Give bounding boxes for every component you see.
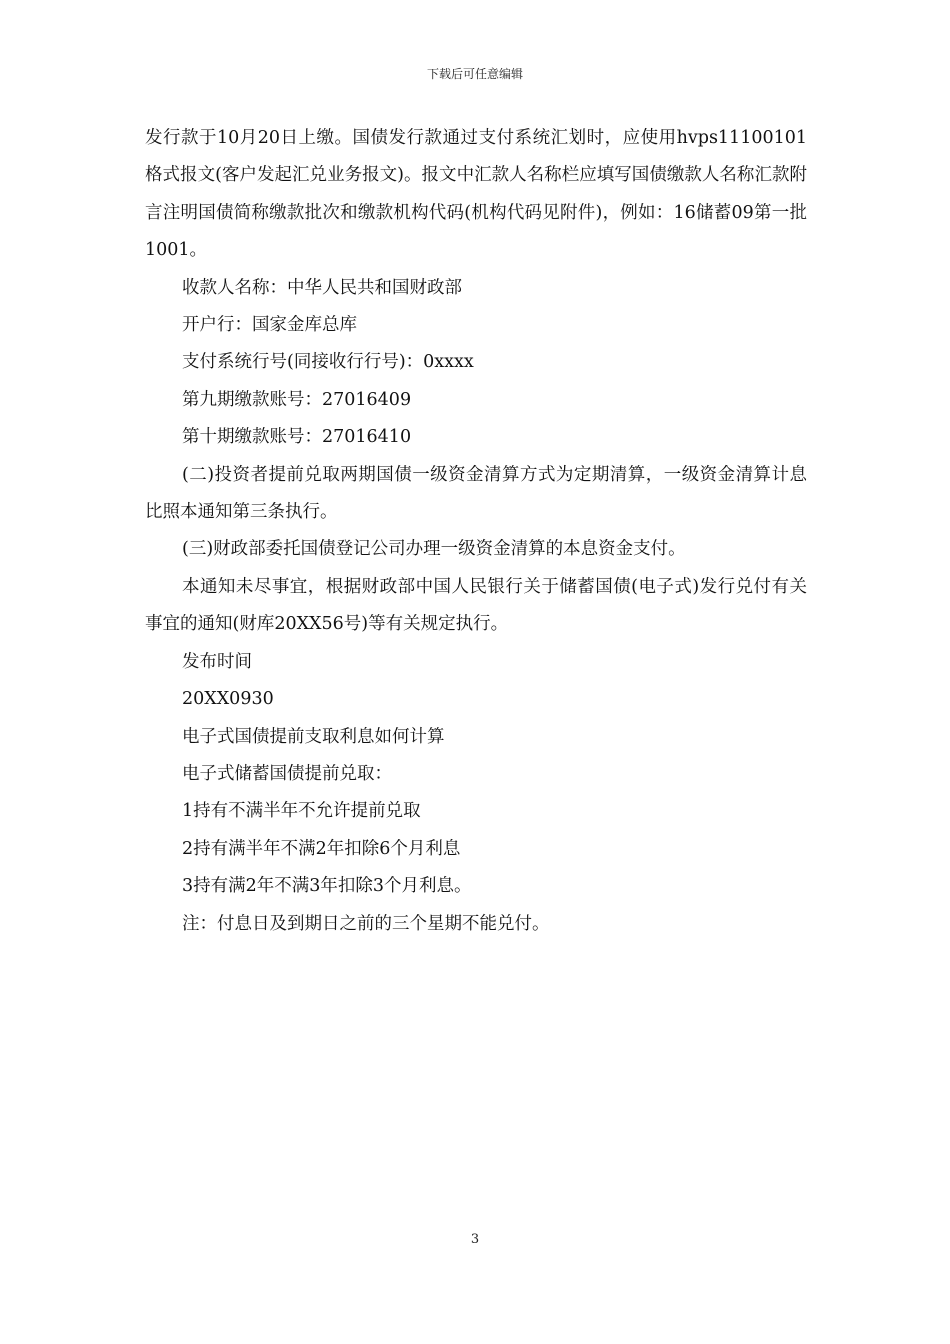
page-number: 3: [470, 1232, 480, 1247]
paragraph-early-redemption: 电子式储蓄国债提前兑取：: [182, 763, 392, 784]
paragraph-account-tenth: 第十期缴款账号：27016410: [182, 427, 412, 448]
paragraph-publish-label: 发布时间: [182, 651, 252, 672]
page-header: 下载后可任意编辑: [426, 67, 523, 81]
paragraph-note: 注：付息日及到期日之前的三个星期不能兑付。: [182, 913, 550, 934]
paragraph-rule-three: 3持有满2年不满3年扣除3个月利息。: [182, 876, 472, 897]
paragraph-rule-two: 2持有满半年不满2年扣除6个月利息: [182, 838, 461, 859]
paragraph-bank: 开户行：国家金库总库: [182, 315, 357, 336]
paragraph-interest-question: 电子式国债提前支取利息如何计算: [182, 726, 445, 747]
paragraph-section-two: (二)投资者提前兑取两期国债一级资金清算方式为定期清算，一级资金清算计息比照本通知第三条执行。: [145, 464, 807, 523]
paragraph-publish-date: 20XX0930: [182, 689, 274, 710]
paragraph-other-matters: 本通知未尽事宜，根据财政部中国人民银行关于储蓄国债(电子式)发行兑付有关事宜的通知(财库20XX56号)等有关规定执行。: [145, 576, 807, 635]
paragraph-payee-name: 收款人名称：中华人民共和国财政部: [182, 277, 462, 298]
paragraph-account-ninth: 第九期缴款账号：27016409: [182, 389, 412, 410]
paragraph-rule-one: 1持有不满半年不允许提前兑取: [182, 801, 421, 822]
paragraph-payment-instructions: 发行款于10月20日上缴。国债发行款通过支付系统汇划时，应使用hvps11100101格式报文(客户发起汇兑业务报文)。报文中汇款人名称栏应填写国债缴款人名称汇款附言注明国债简称缴款批次和缴款机构代码(机构代码见附件)，例如：16储蓄09第一批1001。: [145, 128, 807, 261]
paragraph-payment-system-number: 支付系统行号(同接收行行号)：0xxxx: [182, 352, 474, 373]
document-body: [145, 120, 807, 943]
paragraph-section-three: (三)财政部委托国债登记公司办理一级资金清算的本息资金支付。: [182, 539, 686, 560]
